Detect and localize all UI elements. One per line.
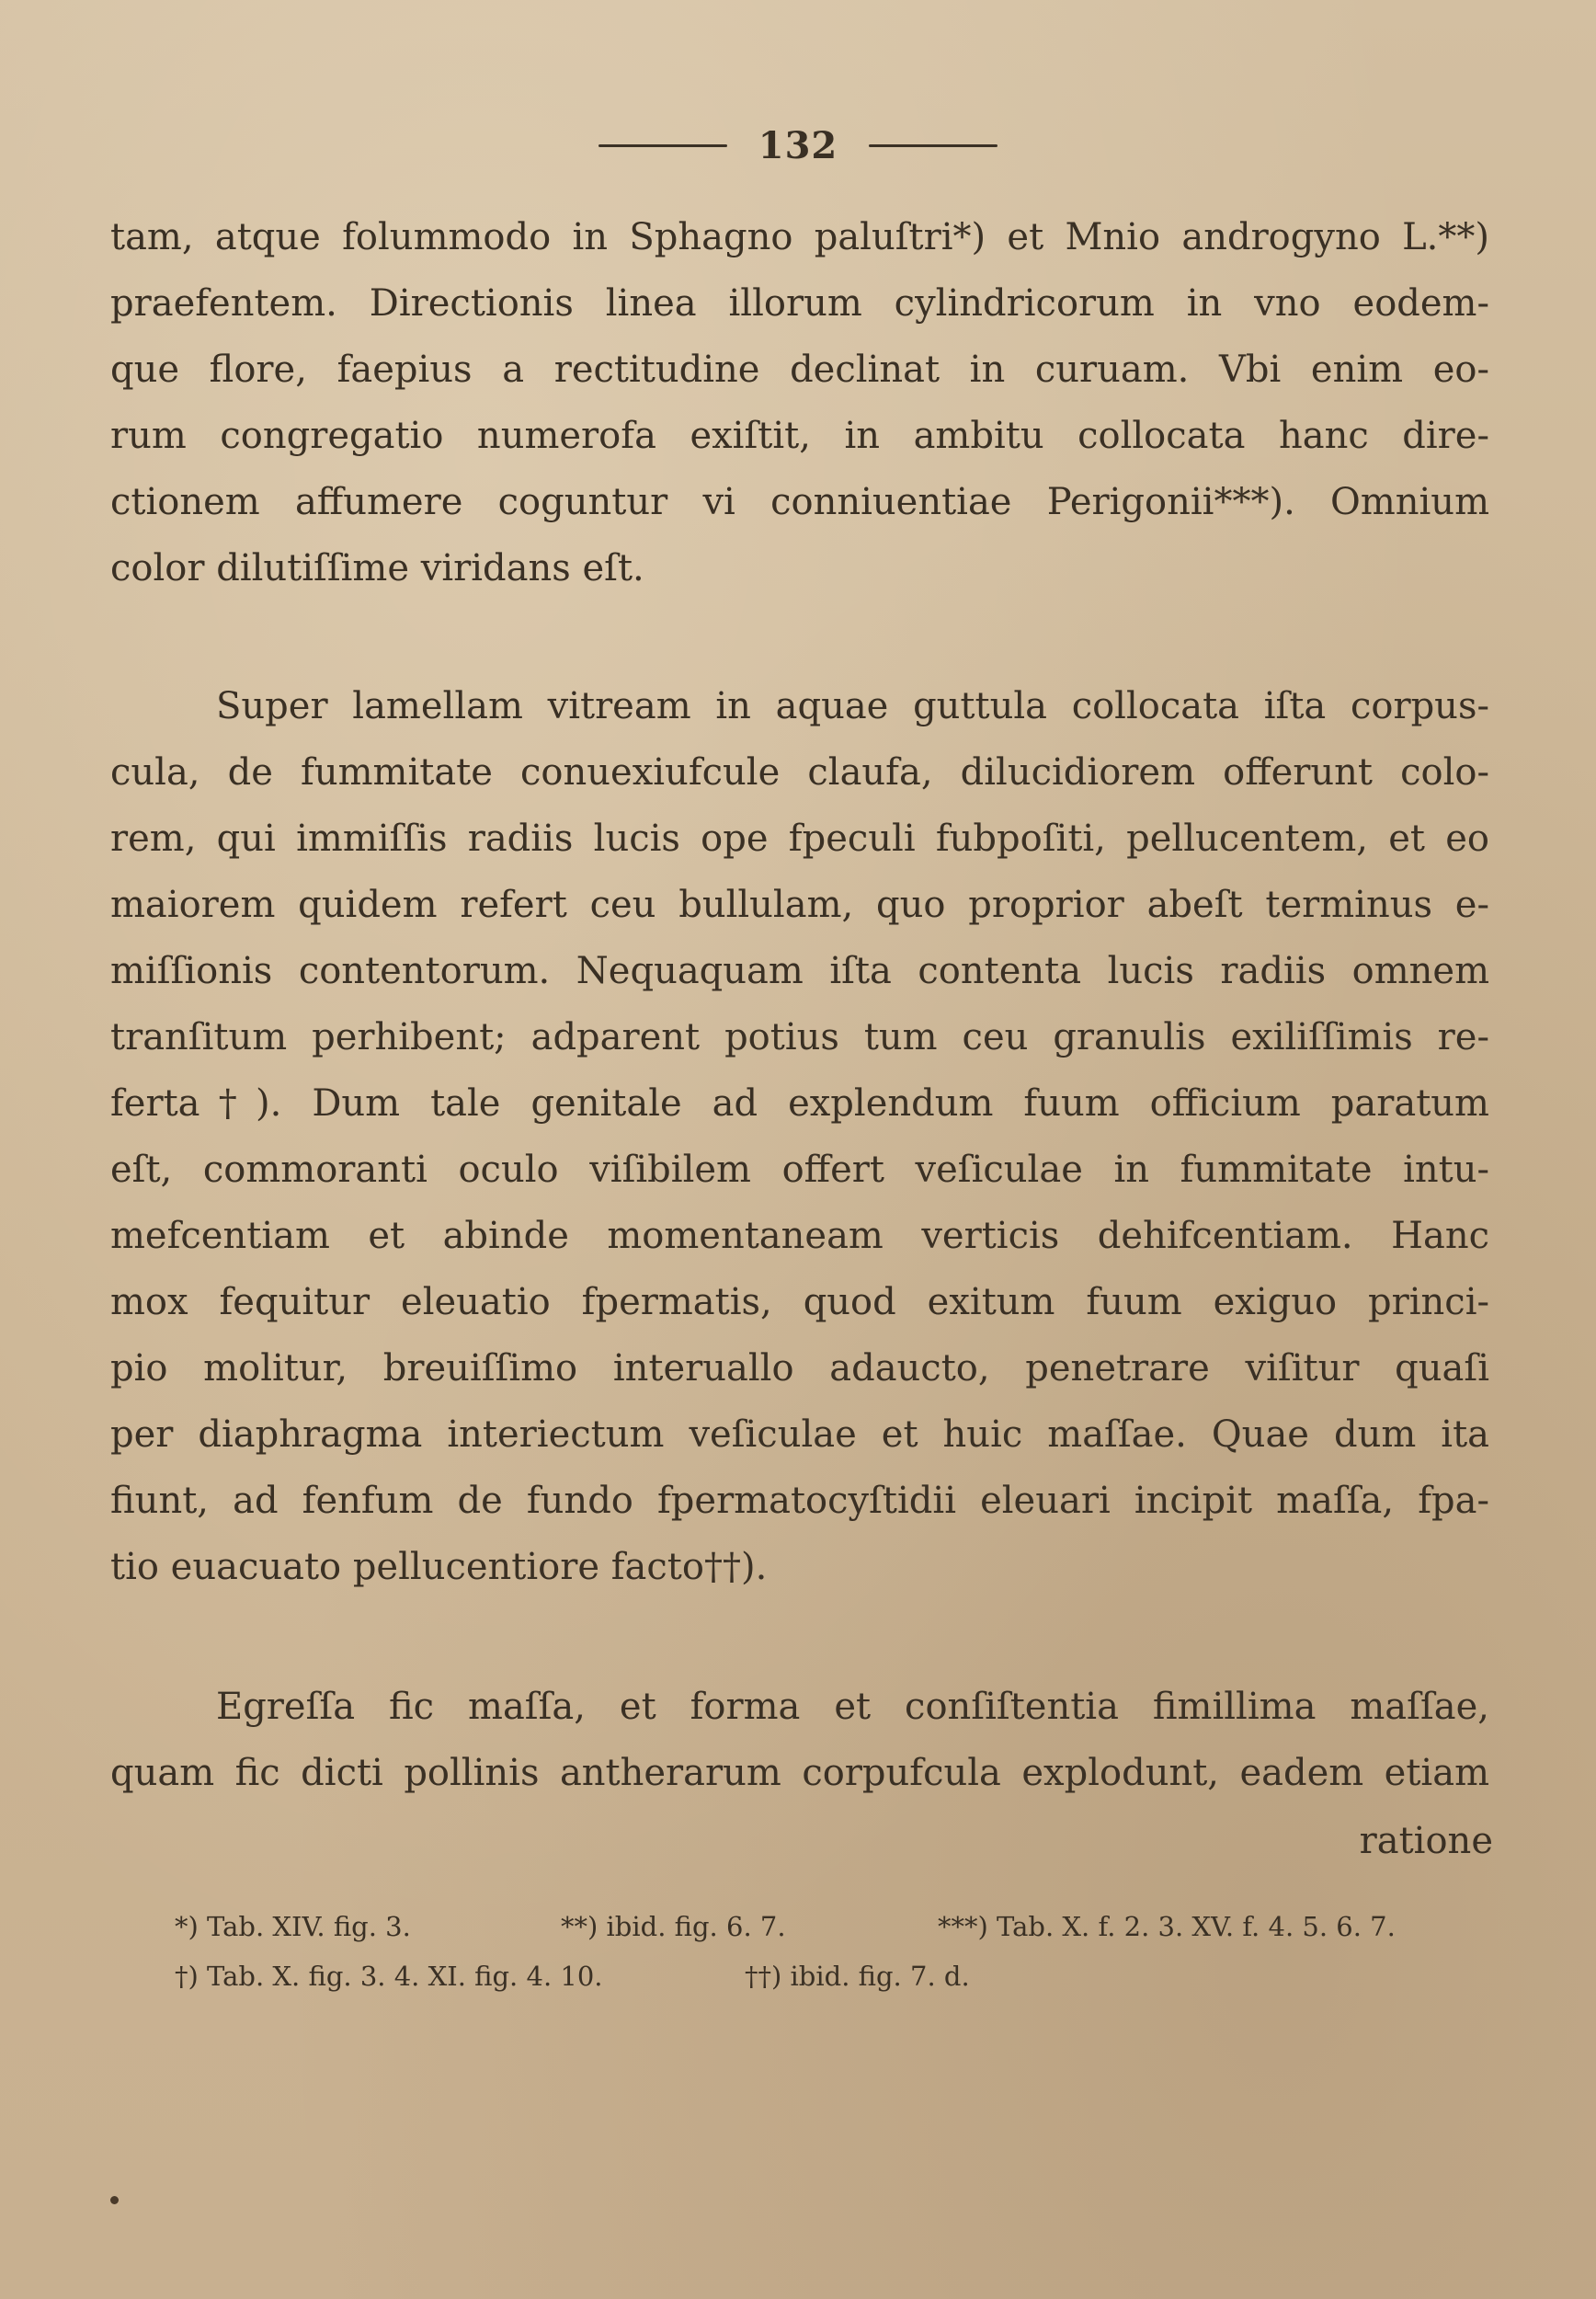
footnote: †) Tab. X. fig. 3. 4. XI. fig. 4. 10. — [175, 1961, 603, 1992]
text-line: Super lamellam vitream in aquae guttula collocata iſta corpus- — [216, 685, 1489, 727]
page-number: 132 — [758, 123, 838, 167]
paragraph-3 — [110, 1674, 1489, 1806]
text-line: pio molitur, breuiſſimo interuallo adaucto, penetrare viſitur quaſi — [110, 1347, 1489, 1390]
text-line: rem, qui immiſſis radiis lucis ope fpeculi fubpoſiti, pellucentem, et eo — [110, 818, 1489, 860]
text-line: quam fic dicti pollinis antherarum corpufcula explodunt, eadem etiam — [110, 1752, 1489, 1794]
text-line: tranſitum perhibent; adparent potius tum ceu granulis exiliſſimis re- — [110, 1016, 1489, 1058]
text-line: maiorem quidem refert ceu bullulam, quo proprior abeſt terminus e- — [110, 884, 1489, 926]
footnote: ††) ibid. fig. 7. d. — [745, 1961, 970, 1992]
footnote: *) Tab. XIV. fig. 3. — [175, 1911, 411, 1942]
text-line: que flore, faepius a rectitudine declinat in curuam. Vbi enim eo- — [110, 349, 1489, 391]
text-line: tam, atque folummodo in Sphagno paluſtri*) et Mnio androgyno L.**) — [110, 216, 1489, 258]
text-line: ctionem affumere coguntur vi conniuentiae Perigonii***). Omnium — [110, 481, 1489, 523]
paragraph-2 — [110, 673, 1489, 1600]
text-line: Egreſſa fic maſſa, et forma et conſiſtentia fimillima maſſae, — [216, 1686, 1489, 1728]
header-rule-left — [598, 144, 727, 147]
footnotes — [175, 1902, 1499, 2001]
paragraph-1 — [110, 204, 1489, 601]
text-line: tio euacuato pellucentiore facto††). — [110, 1546, 768, 1588]
text-line: ferta†). Dum tale genitale ad explendum fuum officium paratum — [110, 1082, 1489, 1125]
text-line: cula, de fummitate conuexiufcule claufa, dilucidiorem offerunt colo- — [110, 751, 1489, 794]
text-line: per diaphragma interiectum veſiculae et huic maſſae. Quae dum ita — [110, 1413, 1489, 1456]
text-line: praefentem. Directionis linea illorum cylindricorum in vno eodem- — [110, 282, 1489, 325]
footnote: **) ibid. fig. 6. 7. — [561, 1911, 786, 1942]
text-line: fiunt, ad fenfum de fundo fpermatocyſtidii eleuari incipit maſſa, fpa- — [110, 1480, 1489, 1522]
text-line: mox fequitur eleuatio fpermatis, quod exitum fuum exiguo princi- — [110, 1281, 1489, 1323]
text-line: rum congregatio numerofa exiſtit, in ambitu collocata hanc dire- — [110, 415, 1489, 457]
text-line: color dilutiſſime viridans eſt. — [110, 547, 644, 589]
catchword: ratione — [1359, 1820, 1493, 1862]
page-header — [0, 118, 1596, 173]
text-line: eſt, commoranti oculo viſibilem offert veſiculae in fummitate intu- — [110, 1149, 1489, 1191]
footnote-row — [175, 1902, 1499, 1951]
footnote: ***) Tab. X. f. 2. 3. XV. f. 4. 5. 6. 7. — [938, 1911, 1396, 1942]
text-line: miſſionis contentorum. Nequaquam iſta contenta lucis radiis omnem — [110, 950, 1489, 992]
footnote-row — [175, 1951, 1499, 2001]
header-rule-right — [869, 144, 998, 147]
text-line: mefcentiam et abinde momentaneam verticis dehifcentiam. Hanc — [110, 1215, 1489, 1257]
ink-speck — [110, 2196, 119, 2204]
